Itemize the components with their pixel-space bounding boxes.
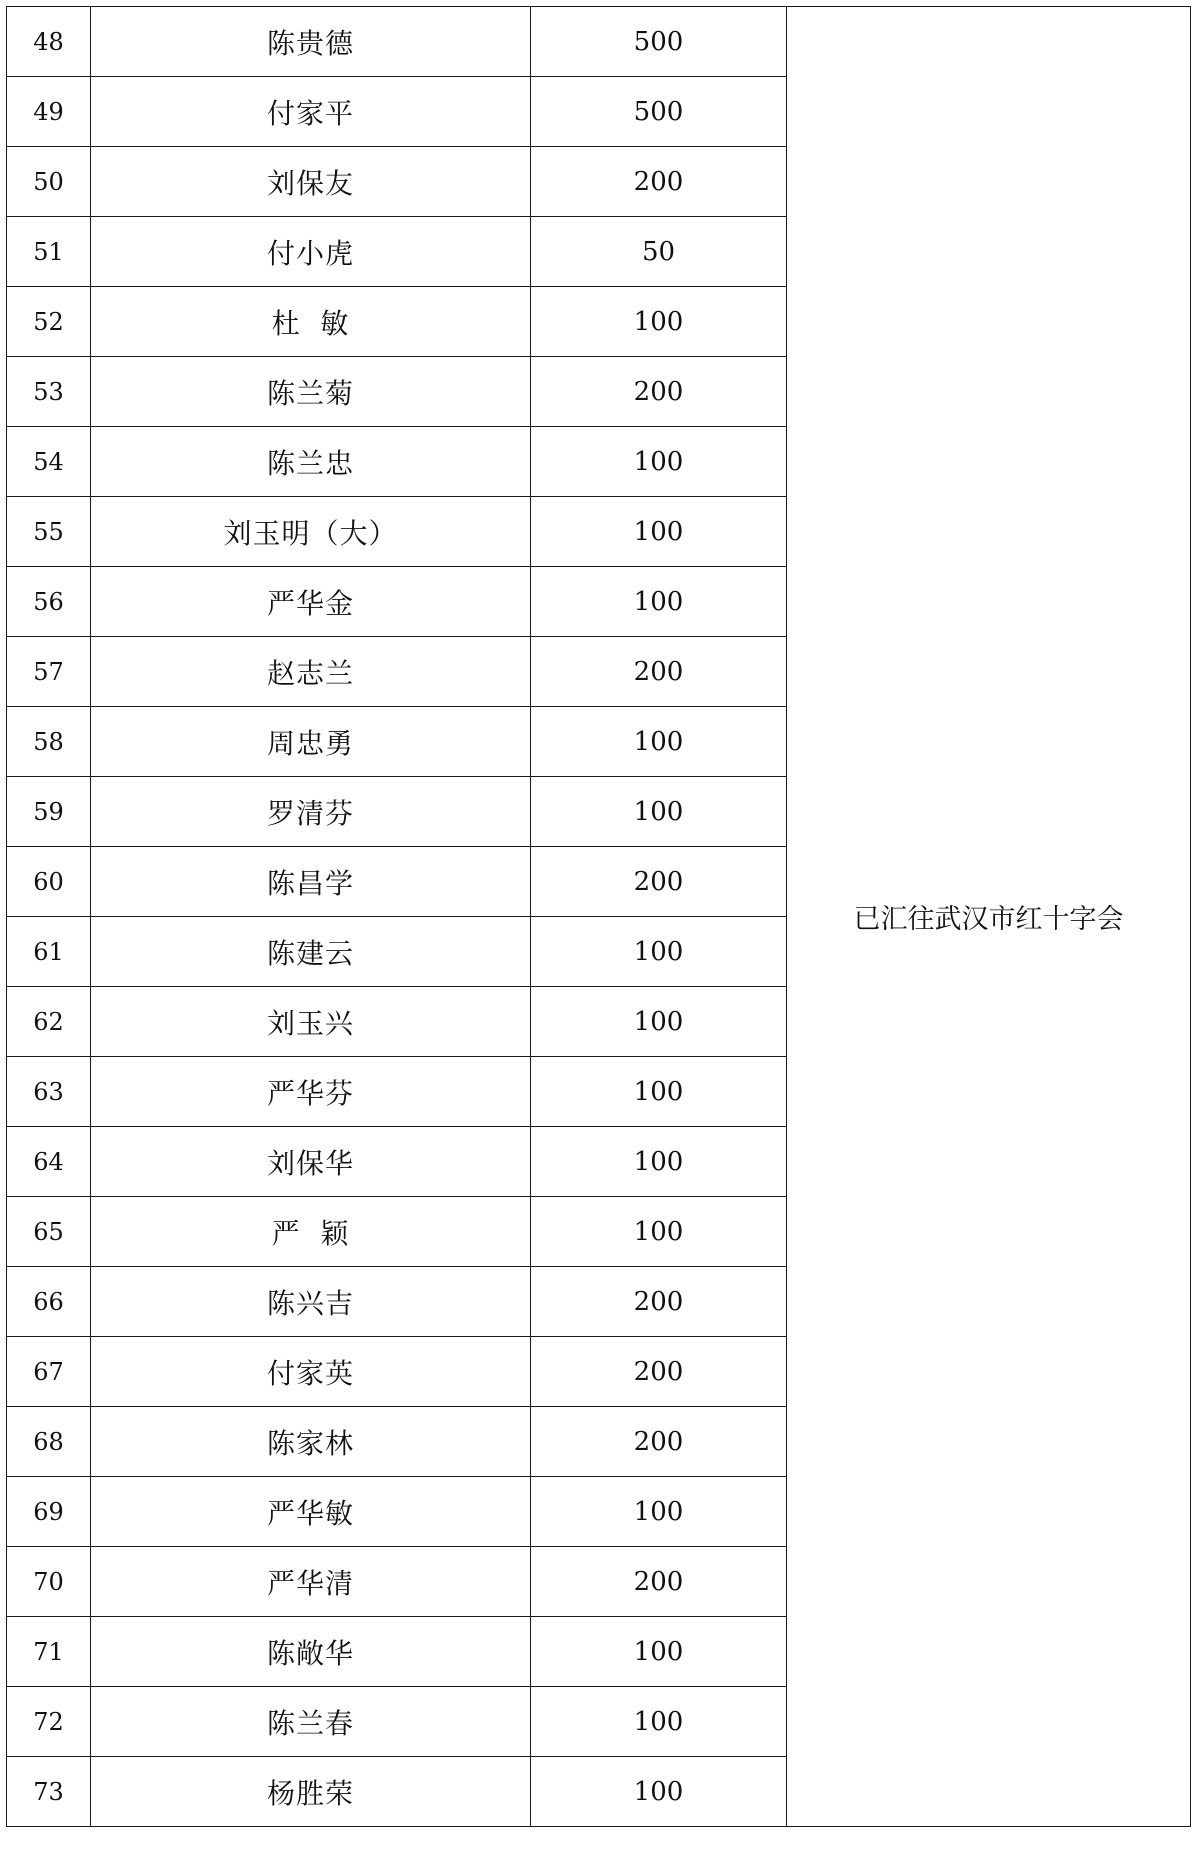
donation-amount-cell: 100 (531, 987, 787, 1057)
donation-amount-cell: 200 (531, 1547, 787, 1617)
row-number-cell: 63 (7, 1057, 91, 1127)
row-number-cell: 71 (7, 1617, 91, 1687)
donation-amount-cell: 100 (531, 917, 787, 987)
remittance-note-cell: 已汇往武汉市红十字会 (787, 7, 1191, 1827)
row-number-cell: 59 (7, 777, 91, 847)
donor-name-cell: 刘保友 (91, 147, 531, 217)
donation-amount-cell: 200 (531, 147, 787, 217)
donor-name-cell: 付家英 (91, 1337, 531, 1407)
donor-name-cell: 陈家林 (91, 1407, 531, 1477)
donor-name-cell: 陈兰忠 (91, 427, 531, 497)
donation-amount-cell: 100 (531, 427, 787, 497)
row-number-cell: 48 (7, 7, 91, 77)
row-number-cell: 55 (7, 497, 91, 567)
donation-amount-cell: 500 (531, 7, 787, 77)
donation-amount-cell: 100 (531, 1477, 787, 1547)
row-number-cell: 49 (7, 77, 91, 147)
donation-amount-cell: 100 (531, 1127, 787, 1197)
donation-amount-cell: 100 (531, 1757, 787, 1827)
donation-amount-cell: 100 (531, 1057, 787, 1127)
donor-name-cell: 刘保华 (91, 1127, 531, 1197)
donor-name-cell: 严华金 (91, 567, 531, 637)
donor-name-cell: 陈敞华 (91, 1617, 531, 1687)
donation-amount-cell: 100 (531, 777, 787, 847)
donation-amount-cell: 100 (531, 497, 787, 567)
row-number-cell: 68 (7, 1407, 91, 1477)
row-number-cell: 61 (7, 917, 91, 987)
row-number-cell: 57 (7, 637, 91, 707)
donation-table-page (6, 6, 1191, 1827)
donor-name-cell: 周忠勇 (91, 707, 531, 777)
donation-amount-cell: 100 (531, 1197, 787, 1267)
donor-name-cell: 严 颖 (91, 1197, 531, 1267)
donor-name-cell: 陈兴吉 (91, 1267, 531, 1337)
donor-name-cell: 严华芬 (91, 1057, 531, 1127)
row-number-cell: 72 (7, 1687, 91, 1757)
donor-name-cell: 陈昌学 (91, 847, 531, 917)
donation-amount-cell: 200 (531, 847, 787, 917)
donation-amount-cell: 200 (531, 357, 787, 427)
donor-name-cell: 罗清芬 (91, 777, 531, 847)
donation-table-body (7, 7, 1191, 1827)
row-number-cell: 54 (7, 427, 91, 497)
donor-name-cell: 刘玉兴 (91, 987, 531, 1057)
row-number-cell: 73 (7, 1757, 91, 1827)
donor-name-cell: 严华清 (91, 1547, 531, 1617)
donation-amount-cell: 50 (531, 217, 787, 287)
donor-name-cell: 付小虎 (91, 217, 531, 287)
row-number-cell: 69 (7, 1477, 91, 1547)
table-row (7, 7, 1191, 77)
donor-name-cell: 杜 敏 (91, 287, 531, 357)
donor-name-cell: 严华敏 (91, 1477, 531, 1547)
donor-name-cell: 陈兰菊 (91, 357, 531, 427)
row-number-cell: 60 (7, 847, 91, 917)
row-number-cell: 51 (7, 217, 91, 287)
donation-amount-cell: 500 (531, 77, 787, 147)
donation-amount-cell: 100 (531, 1687, 787, 1757)
donation-amount-cell: 100 (531, 567, 787, 637)
donation-table (6, 6, 1191, 1827)
donation-amount-cell: 200 (531, 1407, 787, 1477)
row-number-cell: 62 (7, 987, 91, 1057)
row-number-cell: 66 (7, 1267, 91, 1337)
donor-name-cell: 杨胜荣 (91, 1757, 531, 1827)
row-number-cell: 70 (7, 1547, 91, 1617)
donor-name-cell: 刘玉明（大） (91, 497, 531, 567)
donation-amount-cell: 100 (531, 287, 787, 357)
donor-name-cell: 陈贵德 (91, 7, 531, 77)
donor-name-cell: 赵志兰 (91, 637, 531, 707)
row-number-cell: 64 (7, 1127, 91, 1197)
donation-amount-cell: 100 (531, 1617, 787, 1687)
donor-name-cell: 陈建云 (91, 917, 531, 987)
donor-name-cell: 陈兰春 (91, 1687, 531, 1757)
row-number-cell: 56 (7, 567, 91, 637)
row-number-cell: 53 (7, 357, 91, 427)
donation-amount-cell: 200 (531, 637, 787, 707)
donation-amount-cell: 200 (531, 1337, 787, 1407)
row-number-cell: 65 (7, 1197, 91, 1267)
row-number-cell: 52 (7, 287, 91, 357)
donation-amount-cell: 100 (531, 707, 787, 777)
row-number-cell: 58 (7, 707, 91, 777)
row-number-cell: 50 (7, 147, 91, 217)
donation-amount-cell: 200 (531, 1267, 787, 1337)
row-number-cell: 67 (7, 1337, 91, 1407)
donor-name-cell: 付家平 (91, 77, 531, 147)
